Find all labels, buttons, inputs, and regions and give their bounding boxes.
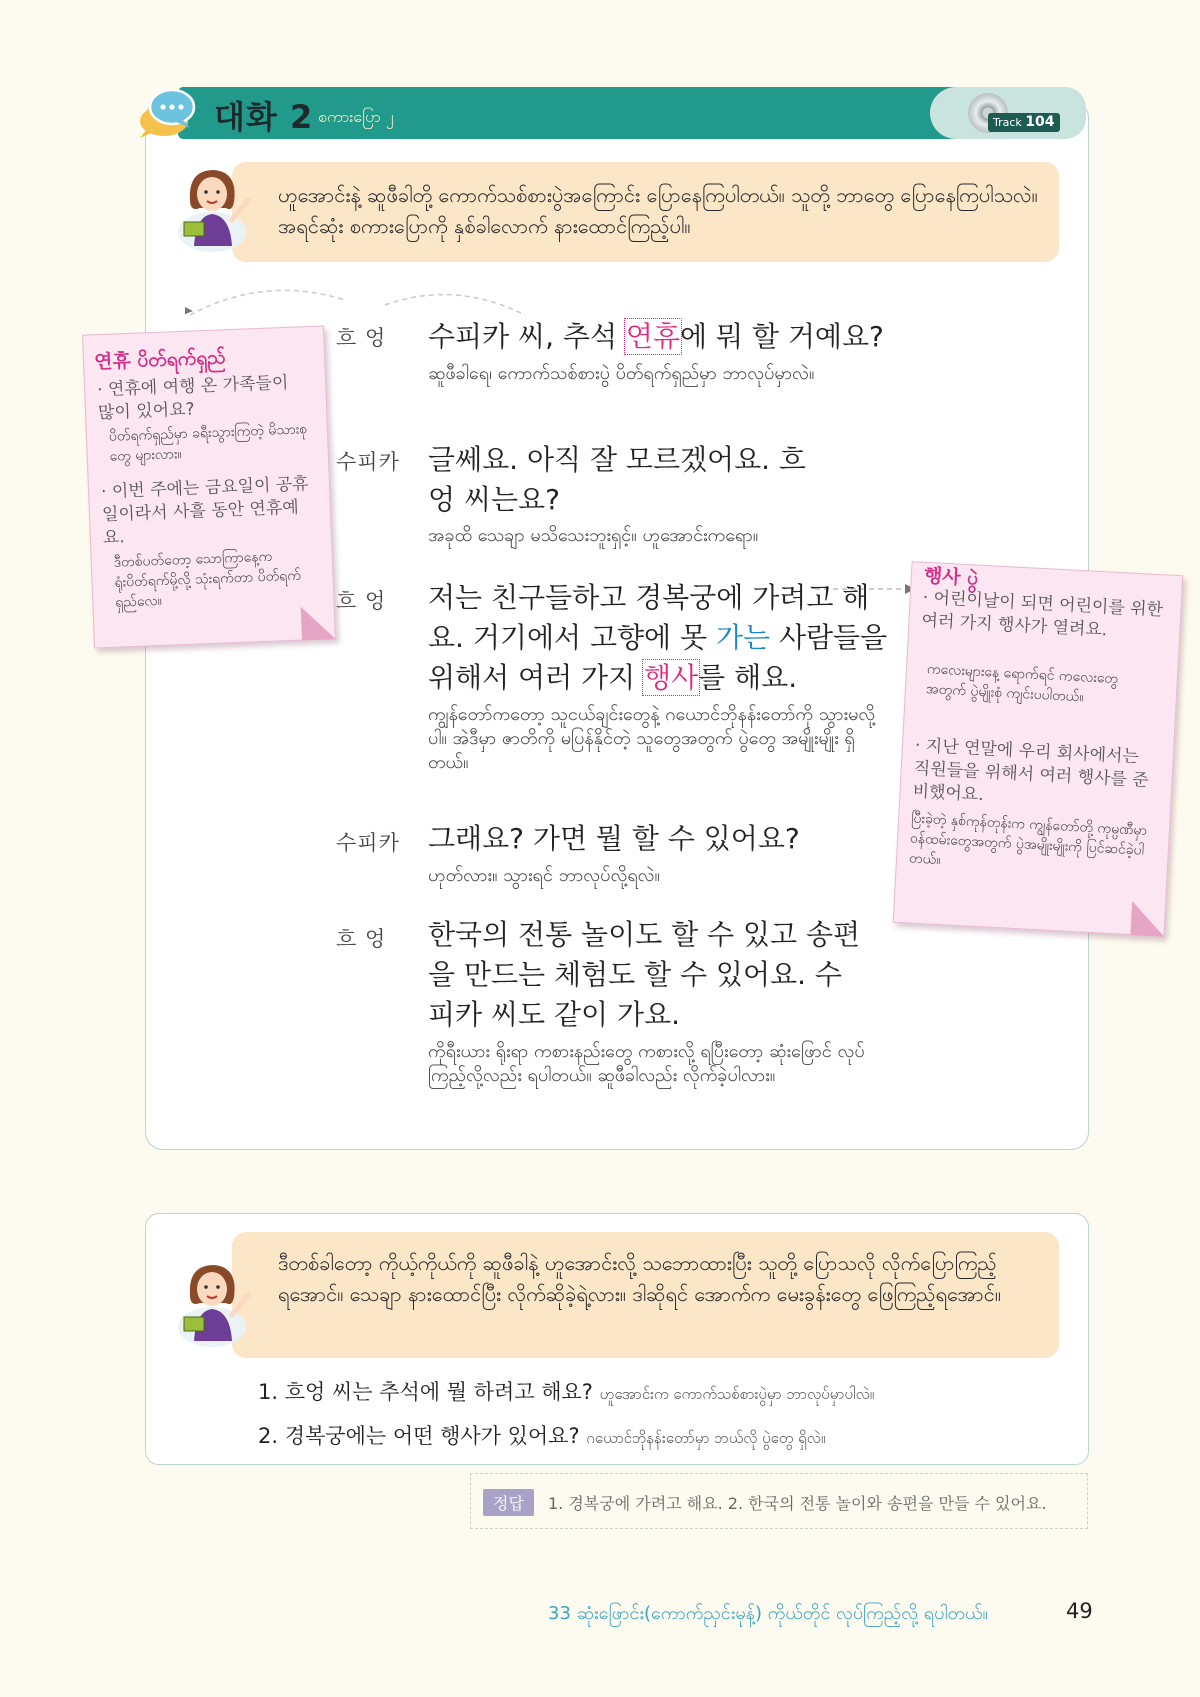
dialogue-line-korean xyxy=(428,317,898,357)
speaker-name: 흐 엉 xyxy=(336,927,387,951)
answer-text: 1. 경복궁에 가려고 해요. 2. 한국의 전통 놀이와 송편을 만들 수 있어요. xyxy=(548,1494,1047,1513)
vocab-highlight-event[interactable]: 행사 xyxy=(644,661,699,694)
vocab-example-burmese: ဒီတစ်ပတ်တော့ သောကြာနေ့က ရုံးပိတ်ရက်မို့လို့ သုံးရက်တာ ပိတ်ရက်ရှည်လေ။ xyxy=(113,548,302,611)
page-curl-decoration xyxy=(1130,901,1166,937)
dialogue-line-burmese: ကျွန်တော်ကတော့ သူငယ်ချင်းတွေနဲ့ ဂယောင်ဘိုနန်းတော်ကို သွားမလို့ပါ။ အဲဒီမှာ ဇာတိကို မပြန်နိုင်တဲ့ သူတွေအတွက် ပွဲတွေ အမျိုးမျိုး ရှိတယ်။ xyxy=(428,704,876,773)
text-segment: 저는 친구들하고 경복궁에 가려고 해요. 거기에서 고향에 못 xyxy=(428,581,870,654)
intro-instructions: ဟူအောင်းနဲ့ ဆူဖီခါတို့ ကောက်သစ်စားပွဲအကြောင်း ပြောနေကြပါတယ်။ သူတို့ ဘာတွေ ပြောနေကြပါသလဲ။ အရင်ဆုံး စကားပြောကို နှစ်ခါလောက် နားထောင်ကြည့်ပါ။ xyxy=(278,183,1038,238)
text-segment: 를 해요. xyxy=(698,661,798,694)
vocab-example-burmese: ပိတ်ရက်ရှည်မှာ ခရီးသွားကြတဲ့ မိသားစုတွေ များလား။ xyxy=(108,421,308,465)
dialogue-title: 대화 2 xyxy=(214,98,314,136)
dialogue-line-burmese: ကိုရီးယား ရိုးရာ ကစားနည်းတွေ ကစားလို့ ရပြီးတော့ ဆုံးဖြောင် လုပ်ကြည့်လို့လည်း ရပါတယ်။ ဆူဖီခါလည်း လိုက်ခဲ့ပါလား။ xyxy=(428,1041,865,1086)
chat-bubble-icon xyxy=(134,84,198,140)
question-burmese: ဂယောင်ဘိုနန်းတော်မှာ ဘယ်လို ပွဲတွေ ရှိလဲ။ xyxy=(586,1429,826,1447)
teacher-icon xyxy=(170,160,262,254)
track-label: Track xyxy=(993,116,1022,129)
vocab-note-right xyxy=(893,561,1184,937)
vocab-example-burmese: ပြီးခဲ့တဲ့ နှစ်ကုန်တုန်းက ကျွန်တော်တို့ ကုမ္ပဏီမှာ ဝန်ထမ်းတွေအတွက် ပွဲအမျိုးမျိုးကို ပြင်ဆင်ခဲ့ပါတယ်။ xyxy=(908,810,1148,869)
question-korean: 1. 흐엉 씨는 추석에 뭘 하려고 해요? xyxy=(258,1380,593,1404)
track-badge[interactable] xyxy=(988,113,1060,132)
question-2 xyxy=(258,1420,825,1451)
dialogue-line-korean: 글쎄요. 아직 잘 모르겠어요. 흐엉 씨는요? xyxy=(428,443,806,516)
footer-note: 33 ဆုံးဖြောင်း(ကောက်ညှင်းမုန့်) ကိုယ်တိုင် လုပ်ကြည့်လို့ ရပါတယ်။ xyxy=(548,1603,988,1624)
vocab-example-korean: · 이번 주에는 금요일이 공휴일이라서 사흘 동안 연휴예요. xyxy=(100,474,310,549)
dialogue-subtitle: စကားပြော ၂ xyxy=(318,107,394,126)
page-curl-decoration xyxy=(301,605,336,640)
dialogue-line-korean: 그래요? 가면 뭘 할 수 있어요? xyxy=(428,822,800,855)
speaker-name: 흐 엉 xyxy=(336,589,387,613)
vocab-example-korean: · 지난 연말에 우리 회사에서는 직원들을 위해서 여러 행사를 준비했어요. xyxy=(912,735,1150,806)
dialogue-line-burmese: ဆူဖီခါရေ၊ ကောက်သစ်စားပွဲ ပိတ်ရက်ရှည်မှာ ဘာလုပ်မှာလဲ။ xyxy=(428,363,815,384)
dialogue-line-burmese: အခုထိ သေချာ မသိသေးဘူးရှင့်။ ဟူအောင်းကရော။ xyxy=(428,525,759,546)
track-number: 104 xyxy=(1025,114,1055,130)
text-segment: 사람들을 위해서 여러 가지 xyxy=(428,621,888,694)
dialogue-line-burmese: ဟုတ်လား။ သွားရင် ဘာလုပ်လို့ရလဲ။ xyxy=(428,865,660,886)
dialogue-line-korean: 한국의 전통 놀이도 할 수 있고 송편을 만드는 체험도 할 수 있어요. 수피카 씨도 같이 가요. xyxy=(428,918,861,1031)
dialogue-line-korean xyxy=(428,578,888,698)
text-segment: 수피카 씨, 추석 xyxy=(428,320,626,353)
vocab-highlight-holiday[interactable]: 연휴 xyxy=(625,320,680,353)
vocab-note-left xyxy=(82,325,336,648)
speaker-name: 흐 엉 xyxy=(336,326,387,350)
speaker-name: 수피카 xyxy=(336,831,400,855)
question-burmese: ဟူအောင်းက ကောက်သစ်စားပွဲမှာ ဘာလုပ်မှာပါလဲ။ xyxy=(599,1385,875,1403)
question-korean: 2. 경복궁에는 어떤 행사가 있어요? xyxy=(258,1424,580,1448)
answer-label-badge: 정답 xyxy=(483,1489,534,1516)
vocab-example-burmese: ကလေးများနေ့ ရောက်ရင် ကလေးတွေအတွက် ပွဲမျိုးစုံ ကျင်းပပါတယ်။ xyxy=(925,661,1119,706)
speaker-name: 수피카 xyxy=(336,450,400,474)
grammar-highlight-going: 가는 xyxy=(715,621,771,654)
vocab-example-korean: · 연휴에 여행 온 가족들이 많이 있어요? xyxy=(96,372,289,424)
question-1 xyxy=(258,1376,874,1407)
text-segment: 에 뭐 할 거예요? xyxy=(680,320,884,353)
page-number: 49 xyxy=(1066,1599,1093,1623)
vocab-example-korean: · 어린이날이 되면 어린이를 위한 여러 가지 행사가 열려요. xyxy=(921,587,1164,641)
practice-instructions: ဒီတစ်ခါတော့ ကိုယ့်ကိုယ်ကို ဆူဖီခါနဲ့ ဟူအောင်းလို့ သဘောထားပြီး သူတို့ ပြောသလို လိုက်ပြောကြည့်ရအောင်။ သေချာ နားထောင်ပြီး လိုက်ဆိုခဲ့ရဲ့လား။ ဒါဆိုရင် အောက်က မေးခွန်းတွေ ဖြေကြည့်ရအောင်။ xyxy=(278,1251,1001,1306)
vocab-note-title: 연휴 ပိတ်ရက်ရှည် xyxy=(93,346,226,374)
vocab-note-title: 행사 ပွဲ xyxy=(923,564,979,590)
teacher-icon xyxy=(170,1255,262,1349)
